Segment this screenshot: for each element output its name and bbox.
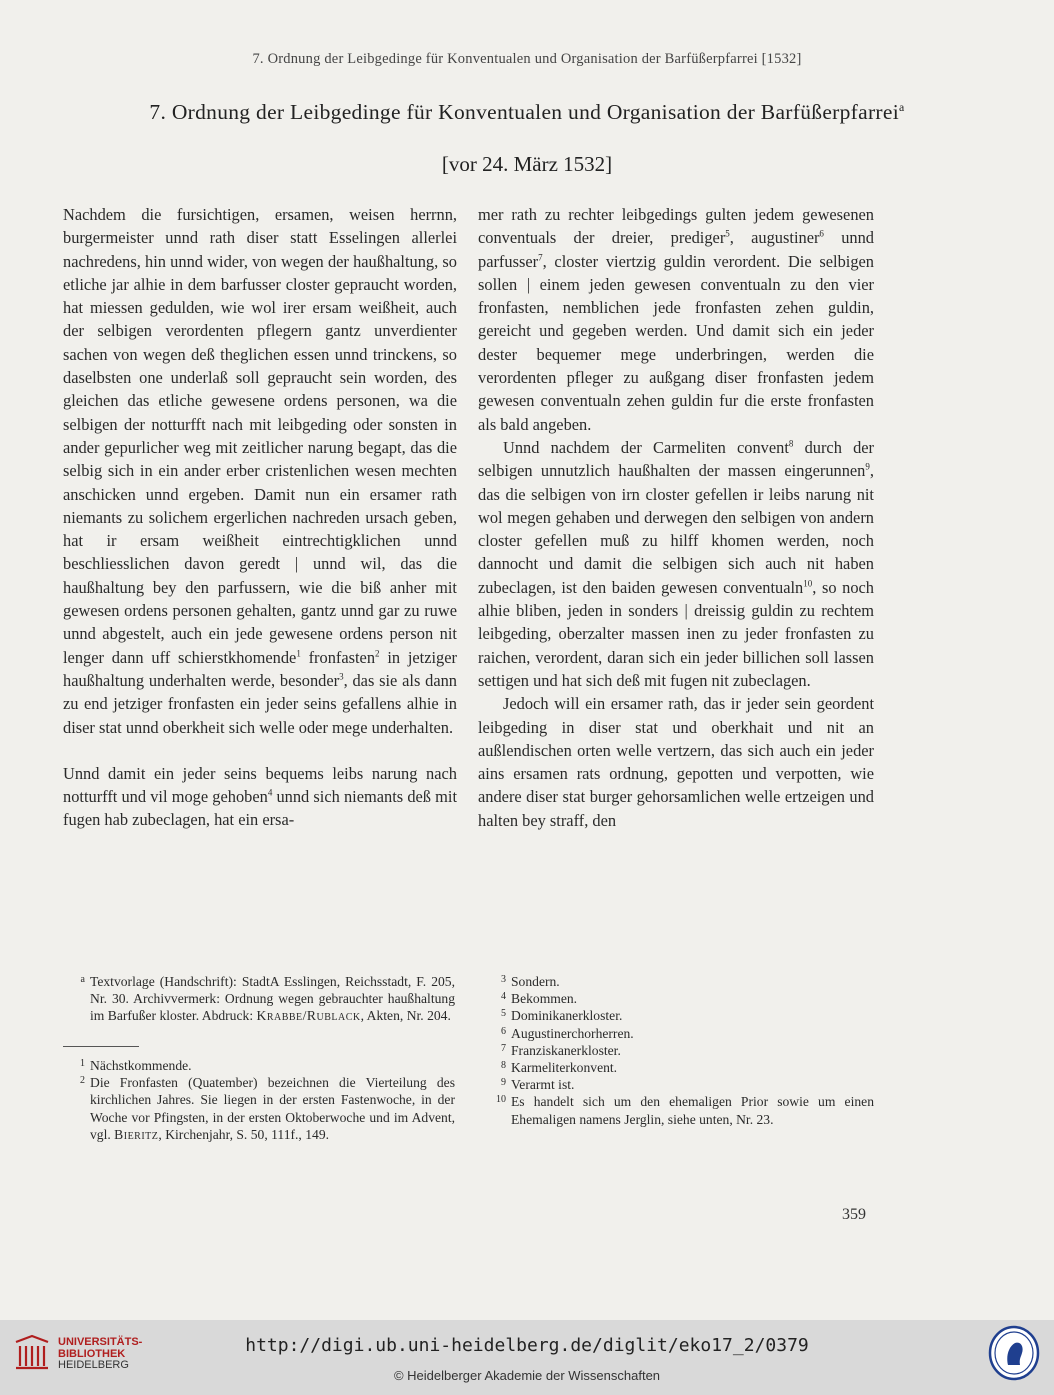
footnote-text: Augustinerchorherren. bbox=[511, 1025, 634, 1041]
footnote-mark: 1 bbox=[80, 1058, 85, 1069]
text-run: Unnd nachdem der Carmeliten convent bbox=[503, 437, 789, 457]
footer-bar bbox=[0, 1320, 1054, 1395]
footnote-text: Sondern. bbox=[511, 974, 560, 989]
text-run: Nachdem die fursichtigen, ersamen, weisen herrnn, burgermeister unnd rath diser statt Esselingen allerlei nachredens, hin unnd wider, von wegen der haußhaltung, so etliche jar alhie in dem barfusser closter gepraucht worden, hat miessen gedulden, wie wol irer ersam weißheit, auch der selbigen verordenten pflegern gantz unverdienter sachen von wegen deß theglichen essen unnd trinckens, so daselbsten one underlaß soll gepraucht sein worden, des gleichen das etliche gewesene ordens personen, wa die selbigen der notturfft nach mit leibgeding oder sonsten in ander gepurlicher weg mit zeitlicher narung begapt, das die selbig sich in ein ander erber cristenlichen wesen mechten anschicken unnd ergeben. Damit nun ein ersamer rath niemants zu solichem ergerlichen nachreden ursach geben, hat ir ersam weißheit eintrechtigklichen unnd beschliesslichen davon geredt | unnd wil, das die haußhaltung bey den parfussern, wie die biß anher mit gewesen ordens personen gehalten, gantz unnd gar zu ruwe unnd abgestelt, auch ein jede gewesene ordens person nit lenger dann uff schierstkhomende bbox=[63, 205, 457, 667]
footnote-text: Dominikanerkloster. bbox=[511, 1008, 623, 1024]
text-run: Textvorlage (Handschrift): StadtA Esslingen, Reichsstadt, F. 205, Nr. 30. Archivvermerk: Ordnung wegen gebrauchter haußhaltung im Barfußer kloster. Abdruck: bbox=[90, 974, 455, 1024]
text-column-right bbox=[478, 203, 874, 832]
text-run: fronfasten bbox=[300, 647, 376, 667]
paragraph: Jedoch will ein ersamer rath, das ir jeder sein geordent leibgeding in diser stat und oberkhait und nit an außlendischen orten welle vertzern, das sich auch ein jeder ains ersamen rats ordnung, gepotten und verpotten, wie andere diser stat burger gehorsamlichen welle ertzeigen und halten bey straff, den bbox=[478, 694, 874, 830]
text-run: , das sie als dann zu end jetziger fronfasten ein jeder seins gefallens alhie in diser stat unnd oberkheit sich welle oder mege underhalten. bbox=[63, 670, 457, 737]
source-note bbox=[63, 973, 455, 1025]
footnote-6 bbox=[484, 1025, 874, 1042]
footnote-mark: a bbox=[80, 974, 85, 985]
footnote-9 bbox=[484, 1076, 874, 1093]
footnote-ref: 5 bbox=[725, 228, 730, 239]
footnote-ref: 9 bbox=[865, 461, 870, 472]
footnote-mark: 3 bbox=[501, 974, 506, 985]
footnote-a bbox=[63, 973, 455, 1025]
footnote-text: Es handelt sich um den ehemaligen Prior sowie um einen Ehemaligen namens Jerglin, siehe unten, Nr. 23. bbox=[511, 1094, 874, 1127]
permalink-url[interactable]: http://digi.ub.uni-heidelberg.de/diglit/eko17_2/0379 bbox=[245, 1335, 809, 1356]
page-number: 359 bbox=[842, 1206, 866, 1223]
text-run: unnd parfusser bbox=[478, 228, 874, 271]
footnote-ref: 2 bbox=[375, 648, 380, 659]
footnote-ref: 6 bbox=[819, 228, 824, 239]
logo-line: HEIDELBERG bbox=[58, 1359, 129, 1371]
text-run: Die Fronfasten (Quatember) bezeichnen die Vierteilung des kirchlichen Jahres. Sie liegen in der ersten Fastenwoche, in der Woche vor Pfingsten, in der ersten Oktoberwoche und im Advent, vgl. bbox=[90, 1075, 455, 1142]
footnote-ref: 7 bbox=[538, 252, 543, 263]
footnote-2 bbox=[63, 1074, 455, 1143]
footnote-divider bbox=[63, 1046, 139, 1047]
footnote-text: Nächstkommende. bbox=[90, 1058, 192, 1073]
text-run: , Akten, Nr. 204. bbox=[360, 1008, 451, 1024]
footnote-mark: 7 bbox=[501, 1042, 506, 1054]
title-text: 7. Ordnung der Leibgedinge für Konventualen und Organisation der Barfüßerpfarrei bbox=[149, 100, 900, 124]
text-run: , augustiner bbox=[729, 228, 820, 248]
logo-line: UNIVERSITÄTS- bbox=[58, 1336, 143, 1348]
footnote-text: Bekommen. bbox=[511, 991, 578, 1007]
footnote-ref: 1 bbox=[296, 648, 301, 659]
footnote-ref: 4 bbox=[267, 787, 273, 798]
footnote-mark: 8 bbox=[501, 1060, 506, 1072]
text-run: unnd sich niemants deß mit fugen hab zubeclagen, hat ein ersa- bbox=[63, 787, 458, 830]
paragraph bbox=[63, 762, 457, 832]
author-name: Krabbe/Rublack bbox=[256, 1008, 361, 1024]
text-run: Unnd damit ein jeder seins bequems leibs narung nach notturfft und vil moge gehoben bbox=[63, 763, 457, 807]
paragraph bbox=[63, 203, 457, 739]
text-run: in jetziger haußhaltung underhalten werde, besonder bbox=[63, 647, 457, 690]
footnote-text bbox=[90, 973, 455, 1025]
footnote-7 bbox=[484, 1042, 874, 1059]
footnote-5 bbox=[484, 1007, 874, 1024]
title-footnote-mark: a bbox=[899, 99, 905, 114]
footnote-ref: 8 bbox=[788, 438, 794, 449]
document-title bbox=[0, 100, 1054, 125]
text-column-left bbox=[63, 203, 457, 832]
text-run: mer rath zu rechter leibgedings gulten jedem gewesenen conventuals der dreier, prediger bbox=[478, 205, 874, 248]
text-run: , Kirchenjahr, S. 50, 111f., 149. bbox=[158, 1126, 330, 1142]
text-run: , closter viertzig guldin verordent. Die selbigen sollen | einem jeden gewesen conventualn zu den vier fronfasten, nemblichen jede fronfasten zehen guldin, gereicht und gegeben werden. Und damit sich ein jeder dester bequemer mege underbringen, werden die verordenten pfleger zu außgang diser fronfasten jedem gewesen conventualn zehen guldin fur die erste fronfasten als bald angeben. bbox=[478, 251, 874, 434]
running-header: 7. Ordnung der Leibgedinge für Konventualen und Organisation der Barfüßerpfarrei [1532] bbox=[252, 51, 802, 67]
document-date: [vor 24. März 1532] bbox=[441, 152, 613, 176]
text-run: , so noch alhie bliben, jeden in sonders | dreissig guldin zu rechtem leibgeding, oberzalter massen inen zu jeder fronfasten zu raichen, verordent, daran sich ein jeder billichen soll lassen settigen und hat sich deß mit fugen nit zubeclagen. bbox=[478, 577, 874, 690]
footnote-mark: 5 bbox=[501, 1008, 506, 1020]
copyright-notice: © Heidelberger Akademie der Wissenschaften bbox=[393, 1368, 661, 1383]
footnote-3 bbox=[484, 973, 874, 990]
footnote-mark: 2 bbox=[80, 1075, 85, 1087]
footnote-ref: 10 bbox=[803, 578, 813, 589]
footnote-text bbox=[90, 1074, 455, 1143]
author-name: Bieritz bbox=[114, 1126, 159, 1142]
footnotes-right bbox=[484, 973, 874, 1128]
footnote-1 bbox=[63, 1057, 455, 1074]
academy-seal-icon[interactable] bbox=[988, 1325, 1040, 1381]
footnote-ref: 3 bbox=[339, 671, 344, 682]
text-run: , das die selbigen von irn closter gefellen ir leibs narung nit wol megen gehaben und derwegen den selbigen von andern closter gefellen muß zu hilff khomen werden, noch dannocht und damit die selbigen sich auch nit haben zubeclagen, ist den baiden gewesen conventualn bbox=[478, 461, 874, 597]
footnote-mark: 4 bbox=[501, 991, 506, 1003]
footnote-10 bbox=[484, 1093, 874, 1127]
paragraph bbox=[478, 203, 874, 436]
footnote-mark: 10 bbox=[496, 1094, 506, 1106]
footnote-mark: 6 bbox=[501, 1025, 506, 1037]
footnote-8 bbox=[484, 1059, 874, 1076]
logo-line: BIBLIOTHEK bbox=[58, 1347, 126, 1360]
footnotes-left bbox=[63, 1057, 455, 1143]
footnote-text: Franziskanerkloster. bbox=[511, 1042, 621, 1058]
paragraph bbox=[478, 436, 874, 692]
footnote-mark: 9 bbox=[501, 1077, 506, 1089]
footnote-4 bbox=[484, 990, 874, 1007]
text-run: durch der selbigen unnutzlich haußhalten der massen eingerunnen bbox=[478, 437, 874, 481]
footnote-text: Verarmt ist. bbox=[511, 1077, 575, 1093]
footnote-text: Karmeliterkonvent. bbox=[511, 1060, 618, 1076]
